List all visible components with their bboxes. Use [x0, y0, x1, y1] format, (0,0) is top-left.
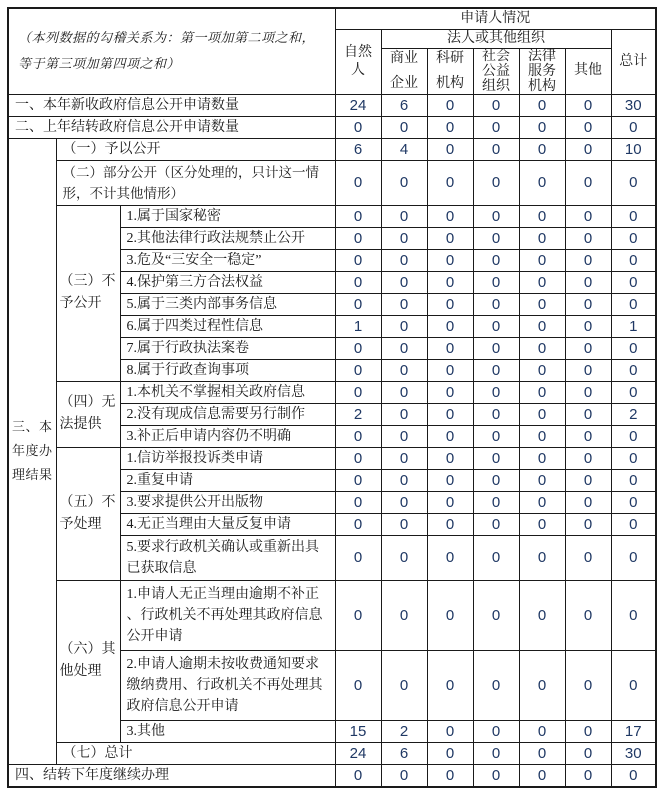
value-cell: 0	[519, 205, 565, 227]
value-cell: 0	[565, 535, 611, 580]
value-cell: 0	[519, 469, 565, 491]
value-cell: 2	[381, 720, 427, 742]
value-cell: 0	[427, 425, 473, 447]
value-cell: 0	[611, 381, 656, 403]
value-cell: 0	[427, 403, 473, 425]
value-cell: 0	[473, 742, 519, 764]
value-cell: 0	[335, 271, 381, 293]
value-cell: 1	[335, 315, 381, 337]
section3-label: 三、本年度办理结果	[8, 138, 56, 764]
value-cell: 0	[611, 116, 656, 138]
value-cell: 0	[565, 742, 611, 764]
row-label: 一、本年新收政府信息公开申请数量	[8, 94, 335, 116]
value-cell: 0	[427, 447, 473, 469]
value-cell: 0	[473, 227, 519, 249]
value-cell: 0	[565, 403, 611, 425]
value-cell: 0	[335, 337, 381, 359]
value-cell: 0	[611, 764, 656, 787]
value-cell: 6	[381, 742, 427, 764]
value-cell: 0	[335, 116, 381, 138]
value-cell: 0	[565, 425, 611, 447]
value-cell: 0	[565, 764, 611, 787]
item-label: 2.申请人逾期未按收费通知要求缴纳费用、行政机关不再处理其政府信息公开申请	[120, 650, 335, 720]
row-label: （七）总计	[56, 742, 335, 764]
value-cell: 0	[381, 469, 427, 491]
value-cell: 0	[335, 249, 381, 271]
value-cell: 0	[611, 650, 656, 720]
value-cell: 0	[473, 293, 519, 315]
value-cell: 0	[519, 293, 565, 315]
value-cell: 0	[473, 271, 519, 293]
value-cell: 0	[565, 513, 611, 535]
value-cell: 0	[335, 381, 381, 403]
value-cell: 0	[519, 160, 565, 205]
value-cell: 0	[427, 359, 473, 381]
value-cell: 0	[381, 403, 427, 425]
value-cell: 0	[611, 249, 656, 271]
value-cell: 0	[381, 764, 427, 787]
col-header-natural-person	[335, 29, 381, 94]
table-row	[8, 94, 656, 116]
item-label: 4.无正当理由大量反复申请	[120, 513, 335, 535]
value-cell: 0	[335, 227, 381, 249]
value-cell: 0	[565, 227, 611, 249]
item-label: 3.其他	[120, 720, 335, 742]
value-cell: 0	[611, 425, 656, 447]
item-label: 6.属于四类过程性信息	[120, 315, 335, 337]
col-header-social-org-line: 社会	[482, 48, 510, 64]
table-row	[8, 138, 656, 160]
col-header-business-lines	[383, 51, 426, 91]
value-cell: 0	[565, 580, 611, 650]
value-cell: 0	[427, 513, 473, 535]
value-cell: 0	[381, 227, 427, 249]
value-cell: 0	[427, 337, 473, 359]
value-cell: 0	[611, 337, 656, 359]
value-cell: 0	[335, 469, 381, 491]
value-cell: 0	[427, 315, 473, 337]
value-cell: 30	[611, 742, 656, 764]
row-label: 四、结转下年度继续办理	[8, 764, 335, 787]
value-cell: 0	[427, 116, 473, 138]
value-cell: 0	[519, 337, 565, 359]
value-cell: 0	[473, 138, 519, 160]
value-cell: 0	[335, 359, 381, 381]
value-cell: 0	[519, 94, 565, 116]
value-cell: 0	[473, 381, 519, 403]
value-cell: 0	[473, 720, 519, 742]
value-cell: 0	[427, 720, 473, 742]
header-applicant-group: 申请人情况	[335, 8, 656, 29]
col-header-research-line: 科研	[436, 51, 464, 66]
value-cell: 24	[335, 742, 381, 764]
value-cell: 0	[473, 249, 519, 271]
col-header-social-org-lines	[475, 49, 518, 94]
value-cell: 0	[565, 337, 611, 359]
value-cell: 0	[335, 764, 381, 787]
item-label: 5.要求行政机关确认或重新出具已获取信息	[120, 535, 335, 580]
item-label: 2.没有现成信息需要另行制作	[120, 403, 335, 425]
value-cell: 0	[473, 447, 519, 469]
note-cell: （本列数据的勾稽关系为：第一项加第二项之和，等于第三项加第四项之和）	[8, 8, 335, 94]
value-cell: 10	[611, 138, 656, 160]
value-cell: 0	[611, 513, 656, 535]
value-cell: 0	[611, 227, 656, 249]
value-cell: 0	[427, 535, 473, 580]
value-cell: 0	[565, 315, 611, 337]
table-row	[8, 447, 656, 469]
value-cell: 0	[565, 650, 611, 720]
value-cell: 0	[565, 491, 611, 513]
value-cell: 0	[519, 513, 565, 535]
value-cell: 0	[335, 580, 381, 650]
row-label: 二、上年结转政府信息公开申请数量	[8, 116, 335, 138]
value-cell: 15	[335, 720, 381, 742]
value-cell: 0	[381, 381, 427, 403]
value-cell: 0	[611, 447, 656, 469]
value-cell: 0	[335, 491, 381, 513]
value-cell: 0	[611, 271, 656, 293]
value-cell: 0	[335, 425, 381, 447]
disclosure-statistics-table	[7, 7, 657, 788]
value-cell: 0	[381, 293, 427, 315]
value-cell: 0	[519, 315, 565, 337]
value-cell: 0	[611, 293, 656, 315]
value-cell: 0	[473, 337, 519, 359]
value-cell: 0	[519, 138, 565, 160]
value-cell: 0	[519, 491, 565, 513]
row-label: （二）部分公开（区分处理的，只计这一情形，不计其他情形）	[56, 160, 335, 205]
value-cell: 0	[565, 469, 611, 491]
value-cell: 24	[335, 94, 381, 116]
row-label: （一）予以公开	[56, 138, 335, 160]
value-cell: 1	[611, 315, 656, 337]
value-cell: 0	[381, 249, 427, 271]
value-cell: 0	[473, 580, 519, 650]
value-cell: 6	[335, 138, 381, 160]
header-legal-org-group: 法人或其他组织	[381, 29, 611, 48]
value-cell: 0	[335, 650, 381, 720]
value-cell: 0	[381, 359, 427, 381]
value-cell: 0	[427, 580, 473, 650]
value-cell: 0	[427, 491, 473, 513]
item-label: 3.补正后申请内容仍不明确	[120, 425, 335, 447]
item-label: 1.属于国家秘密	[120, 205, 335, 227]
value-cell: 0	[381, 491, 427, 513]
value-cell: 0	[519, 650, 565, 720]
value-cell: 0	[381, 160, 427, 205]
item-label: 1.申请人无正当理由逾期不补正、行政机关不再处理其政府信息公开申请	[120, 580, 335, 650]
value-cell: 0	[565, 116, 611, 138]
value-cell: 0	[519, 116, 565, 138]
value-cell: 0	[381, 116, 427, 138]
value-cell: 0	[565, 271, 611, 293]
value-cell: 0	[473, 491, 519, 513]
value-cell: 0	[565, 720, 611, 742]
table-row	[8, 205, 656, 227]
value-cell: 0	[427, 293, 473, 315]
value-cell: 30	[611, 94, 656, 116]
value-cell: 0	[519, 535, 565, 580]
group-label-not-disclosed: （三）不予公开	[56, 205, 120, 381]
value-cell: 0	[565, 293, 611, 315]
col-header-research-lines	[429, 51, 472, 91]
value-cell: 0	[611, 491, 656, 513]
value-cell: 0	[473, 160, 519, 205]
value-cell: 0	[611, 359, 656, 381]
value-cell: 0	[427, 742, 473, 764]
value-cell: 0	[381, 580, 427, 650]
value-cell: 0	[565, 447, 611, 469]
table-row	[8, 160, 656, 205]
value-cell: 0	[473, 650, 519, 720]
col-header-social-org	[473, 48, 519, 94]
value-cell: 0	[565, 205, 611, 227]
value-cell: 0	[611, 469, 656, 491]
value-cell: 0	[427, 160, 473, 205]
value-cell: 0	[519, 381, 565, 403]
col-header-legal-service	[519, 48, 565, 94]
value-cell: 0	[427, 381, 473, 403]
value-cell: 0	[381, 650, 427, 720]
col-header-total: 总计	[611, 29, 656, 94]
value-cell: 0	[473, 403, 519, 425]
table-row	[8, 381, 656, 403]
item-label: 3.危及“三安全一稳定”	[120, 249, 335, 271]
value-cell: 0	[519, 271, 565, 293]
col-header-legal-service-line: 服务	[528, 63, 556, 79]
value-cell: 17	[611, 720, 656, 742]
value-cell: 0	[565, 381, 611, 403]
value-cell: 0	[335, 293, 381, 315]
col-header-business-line: 商业	[390, 51, 418, 66]
col-header-other: 其他	[565, 48, 611, 94]
col-header-natural-line: 自然	[344, 44, 372, 60]
value-cell: 0	[427, 94, 473, 116]
value-cell: 4	[381, 138, 427, 160]
table-row	[8, 764, 656, 787]
value-cell: 0	[381, 337, 427, 359]
value-cell: 0	[565, 94, 611, 116]
value-cell: 0	[565, 249, 611, 271]
col-header-legal-service-line: 法律	[528, 48, 556, 64]
value-cell: 0	[611, 160, 656, 205]
value-cell: 0	[519, 359, 565, 381]
group-label-not-processed: （五）不予处理	[56, 447, 120, 580]
value-cell: 0	[565, 138, 611, 160]
value-cell: 2	[335, 403, 381, 425]
value-cell: 0	[381, 425, 427, 447]
value-cell: 0	[335, 160, 381, 205]
value-cell: 0	[611, 535, 656, 580]
value-cell: 0	[381, 315, 427, 337]
value-cell: 0	[381, 271, 427, 293]
col-header-business-line: 企业	[390, 76, 418, 91]
value-cell: 0	[519, 580, 565, 650]
col-header-research	[427, 48, 473, 94]
value-cell: 0	[473, 94, 519, 116]
value-cell: 0	[427, 249, 473, 271]
value-cell: 2	[611, 403, 656, 425]
value-cell: 0	[473, 764, 519, 787]
item-label: 8.属于行政查询事项	[120, 359, 335, 381]
value-cell: 0	[519, 447, 565, 469]
table-row	[8, 116, 656, 138]
group-label-unable-to-provide: （四）无法提供	[56, 381, 120, 447]
value-cell: 0	[473, 425, 519, 447]
value-cell: 0	[381, 535, 427, 580]
value-cell: 0	[519, 720, 565, 742]
item-label: 2.重复申请	[120, 469, 335, 491]
value-cell: 0	[427, 271, 473, 293]
value-cell: 0	[473, 359, 519, 381]
value-cell: 0	[335, 535, 381, 580]
item-label: 1.本机关不掌握相关政府信息	[120, 381, 335, 403]
value-cell: 0	[427, 469, 473, 491]
item-label: 7.属于行政执法案卷	[120, 337, 335, 359]
group-label-other-handling: （六）其他处理	[56, 580, 120, 742]
value-cell: 0	[381, 205, 427, 227]
value-cell: 0	[473, 535, 519, 580]
value-cell: 0	[473, 315, 519, 337]
value-cell: 0	[519, 742, 565, 764]
value-cell: 0	[519, 227, 565, 249]
value-cell: 0	[519, 249, 565, 271]
value-cell: 0	[519, 764, 565, 787]
item-label: 5.属于三类内部事务信息	[120, 293, 335, 315]
col-header-social-org-line: 组织	[482, 78, 510, 94]
col-header-social-org-line: 公益	[482, 63, 510, 79]
value-cell: 0	[519, 425, 565, 447]
table-row	[8, 742, 656, 764]
item-label: 2.其他法律行政法规禁止公开	[120, 227, 335, 249]
col-header-business	[381, 48, 427, 94]
value-cell: 0	[381, 513, 427, 535]
item-label: 3.要求提供公开出版物	[120, 491, 335, 513]
value-cell: 0	[427, 650, 473, 720]
value-cell: 0	[473, 205, 519, 227]
value-cell: 0	[381, 447, 427, 469]
value-cell: 0	[427, 138, 473, 160]
col-header-legal-service-lines	[521, 49, 564, 94]
value-cell: 0	[473, 469, 519, 491]
value-cell: 0	[335, 447, 381, 469]
col-header-research-line: 机构	[436, 76, 464, 91]
value-cell: 0	[335, 513, 381, 535]
value-cell: 0	[427, 205, 473, 227]
item-label: 4.保护第三方合法权益	[120, 271, 335, 293]
col-header-natural-line: 人	[351, 62, 365, 78]
value-cell: 0	[611, 205, 656, 227]
value-cell: 0	[473, 513, 519, 535]
value-cell: 0	[565, 359, 611, 381]
value-cell: 0	[519, 403, 565, 425]
value-cell: 0	[473, 116, 519, 138]
value-cell: 6	[381, 94, 427, 116]
value-cell: 0	[611, 580, 656, 650]
value-cell: 0	[565, 160, 611, 205]
value-cell: 0	[335, 205, 381, 227]
value-cell: 0	[427, 764, 473, 787]
table-row	[8, 580, 656, 650]
value-cell: 0	[427, 227, 473, 249]
col-header-legal-service-line: 机构	[528, 78, 556, 94]
item-label: 1.信访举报投诉类申请	[120, 447, 335, 469]
